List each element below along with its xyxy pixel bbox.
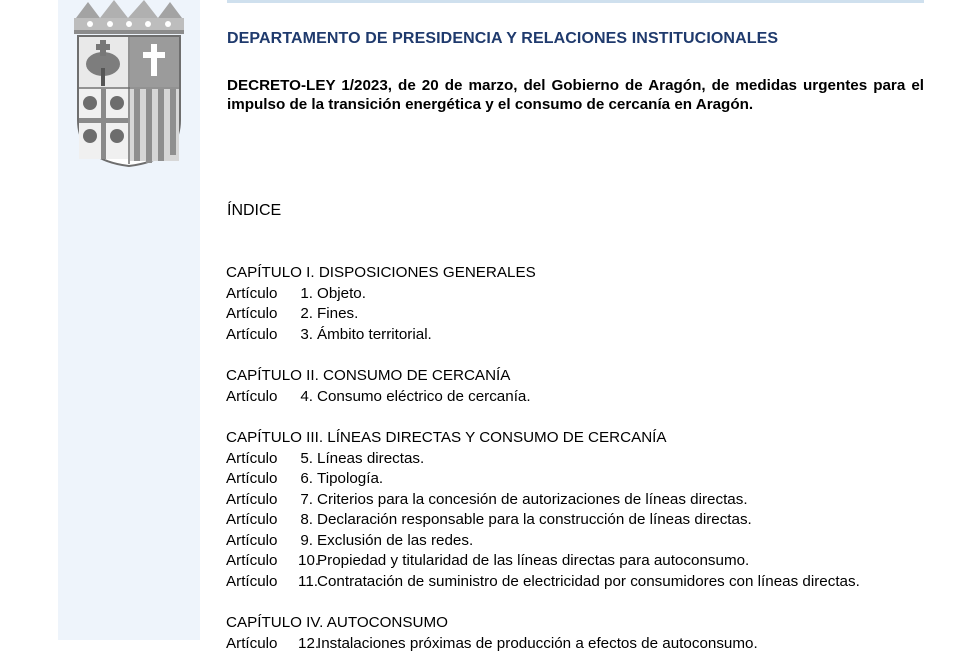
article-number: 7. bbox=[298, 490, 313, 511]
article-number: 3. bbox=[298, 325, 313, 346]
table-of-contents bbox=[226, 263, 946, 654]
article-title: Ámbito territorial. bbox=[317, 326, 432, 343]
index-heading: ÍNDICE bbox=[227, 202, 281, 220]
toc-chapter bbox=[226, 428, 946, 592]
article-word: Artículo bbox=[226, 490, 298, 511]
coat-of-arms-of-aragon-icon bbox=[70, 0, 188, 168]
toc-article-entry bbox=[226, 551, 946, 572]
header-rule bbox=[227, 0, 924, 3]
article-number: 10. bbox=[298, 551, 313, 572]
chapter-title: CAPÍTULO I. DISPOSICIONES GENERALES bbox=[226, 263, 946, 284]
article-number: 1. bbox=[298, 284, 313, 305]
article-title: Exclusión de las redes. bbox=[317, 532, 473, 549]
toc-chapter bbox=[226, 366, 946, 407]
toc-article-entry bbox=[226, 572, 946, 593]
toc-article-entry bbox=[226, 469, 946, 490]
article-title: Instalaciones próximas de producción a efectos de autoconsumo. bbox=[317, 635, 758, 652]
article-number: 12. bbox=[298, 634, 313, 654]
article-number: 11. bbox=[298, 572, 313, 593]
article-word: Artículo bbox=[226, 284, 298, 305]
toc-article-entry bbox=[226, 510, 946, 531]
article-title: Tipología. bbox=[317, 470, 383, 487]
article-word: Artículo bbox=[226, 510, 298, 531]
toc-article-entry bbox=[226, 490, 946, 511]
article-word: Artículo bbox=[226, 469, 298, 490]
article-word: Artículo bbox=[226, 304, 298, 325]
toc-article-entry bbox=[226, 449, 946, 470]
article-title: Objeto. bbox=[317, 285, 366, 302]
article-number: 6. bbox=[298, 469, 313, 490]
toc-article-entry bbox=[226, 634, 946, 654]
chapter-title: CAPÍTULO II. CONSUMO DE CERCANÍA bbox=[226, 366, 946, 387]
article-title: Consumo eléctrico de cercanía. bbox=[317, 388, 531, 405]
article-number: 5. bbox=[298, 449, 313, 470]
article-title: Contratación de suministro de electricidad por consumidores con líneas directas. bbox=[317, 573, 860, 590]
article-word: Artículo bbox=[226, 387, 298, 408]
toc-article-entry bbox=[226, 325, 946, 346]
article-title: Criterios para la concesión de autorizaciones de líneas directas. bbox=[317, 491, 748, 508]
decree-title: DECRETO-LEY 1/2023, de 20 de marzo, del Gobierno de Aragón, de medidas urgentes para el impulso de la transición energética y el consumo de cercanía en Aragón. bbox=[227, 76, 924, 114]
toc-article-entry bbox=[226, 304, 946, 325]
chapter-title: CAPÍTULO III. LÍNEAS DIRECTAS Y CONSUMO DE CERCANÍA bbox=[226, 428, 946, 449]
toc-chapter bbox=[226, 263, 946, 345]
article-number: 9. bbox=[298, 531, 313, 552]
article-title: Líneas directas. bbox=[317, 450, 424, 467]
article-word: Artículo bbox=[226, 325, 298, 346]
article-word: Artículo bbox=[226, 531, 298, 552]
article-word: Artículo bbox=[226, 572, 298, 593]
article-word: Artículo bbox=[226, 551, 298, 572]
article-title: Propiedad y titularidad de las líneas directas para autoconsumo. bbox=[317, 552, 749, 569]
article-title: Fines. bbox=[317, 305, 358, 322]
department-heading: DEPARTAMENTO DE PRESIDENCIA Y RELACIONES INSTITUCIONALES bbox=[227, 30, 778, 48]
article-word: Artículo bbox=[226, 449, 298, 470]
article-word: Artículo bbox=[226, 634, 298, 654]
article-title: Declaración responsable para la construcción de líneas directas. bbox=[317, 511, 752, 528]
article-number: 8. bbox=[298, 510, 313, 531]
article-number: 4. bbox=[298, 387, 313, 408]
toc-chapter bbox=[226, 613, 946, 654]
toc-article-entry bbox=[226, 531, 946, 552]
article-number: 2. bbox=[298, 304, 313, 325]
toc-article-entry bbox=[226, 284, 946, 305]
toc-article-entry bbox=[226, 387, 946, 408]
chapter-title: CAPÍTULO IV. AUTOCONSUMO bbox=[226, 613, 946, 634]
